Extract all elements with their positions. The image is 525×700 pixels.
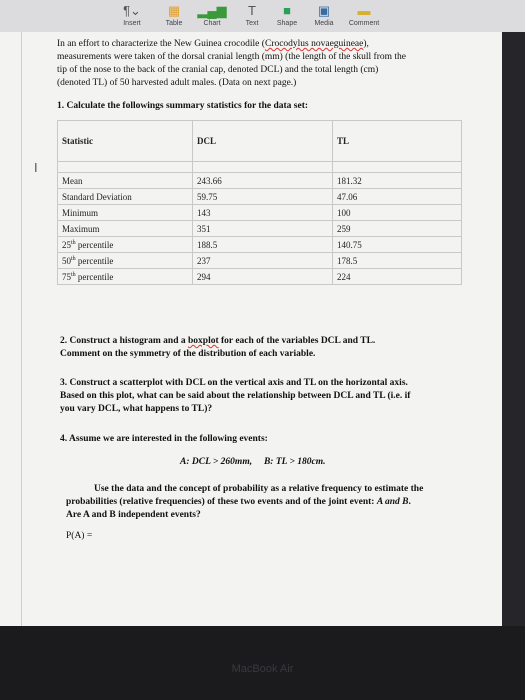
intro-paragraph <box>57 38 497 90</box>
question-3: 3. Construct a scatterplot with DCL on the vertical axis and TL on the horizontal axis. Based on this plot, what can be said about the relationship between DCL and TL (i.e. if you vary DCL, what happens to TL)? <box>60 378 411 414</box>
row-label: Standard Deviation <box>58 189 193 205</box>
table-row <box>58 221 462 237</box>
intro-line-4: (denoted TL) of 50 harvested adult males. (Data on next page.) <box>57 78 297 88</box>
species-name: Crocodylus novaeguineae <box>264 39 364 49</box>
question-1: 1. Calculate the followings summary statistics for the data set: <box>57 101 309 111</box>
tl-value: 47.06 <box>333 189 462 205</box>
question-4: 4. Assume we are interested in the following events: <box>60 434 268 444</box>
toolbar-table-label: Table <box>165 20 183 27</box>
toolbar-text-label: Text <box>245 20 259 27</box>
dcl-value: 351 <box>193 221 333 237</box>
toolbar-insert-label: Insert <box>123 20 141 27</box>
intro-line-2: measurements were taken of the dorsal cranial length (mm) (the length of the skull from the <box>57 52 407 62</box>
tl-value: 178.5 <box>333 253 462 269</box>
toolbar-shape[interactable] <box>267 2 307 27</box>
table-row <box>58 269 462 285</box>
row-label: 75th percentile <box>58 269 193 285</box>
media-icon: ▣ <box>317 3 331 18</box>
toolbar-media[interactable] <box>304 2 344 27</box>
row-label: 50th percentile <box>58 253 193 269</box>
table-row <box>58 237 462 253</box>
toolbar-table[interactable] <box>154 2 194 27</box>
question-2: 2. Construct a histogram and a boxplot for each of the variables DCL and TL. Comment on the symmetry of the distribution of each variable. <box>60 336 376 359</box>
row-label: Mean <box>58 173 193 189</box>
table-spacer-row <box>58 162 462 173</box>
pa-answer-line[interactable]: P(A) = <box>66 531 93 541</box>
toolbar-text[interactable] <box>232 2 272 27</box>
header-statistic: Statistic <box>58 121 193 162</box>
header-tl: TL <box>333 121 462 162</box>
table-row <box>58 205 462 221</box>
toolbar <box>0 0 525 32</box>
text-icon: T <box>248 3 256 18</box>
table-icon: ▦ <box>167 3 181 18</box>
tl-value: 181.32 <box>333 173 462 189</box>
tl-value: 140.75 <box>333 237 462 253</box>
dcl-value: 188.5 <box>193 237 333 253</box>
toolbar-comment[interactable] <box>344 2 384 27</box>
paragraph-icon: ¶⌄ <box>123 3 141 18</box>
tl-value: 259 <box>333 221 462 237</box>
tl-value: 100 <box>333 205 462 221</box>
row-label: Maximum <box>58 221 193 237</box>
dcl-value: 294 <box>193 269 333 285</box>
row-label: Minimum <box>58 205 193 221</box>
row-label: 25th percentile <box>58 237 193 253</box>
toolbar-shape-label: Shape <box>276 20 298 27</box>
dcl-value: 59.75 <box>193 189 333 205</box>
table-row <box>58 253 462 269</box>
page-margin-line <box>21 32 22 626</box>
table-row <box>58 173 462 189</box>
table-row <box>58 189 462 205</box>
dcl-value: 243.66 <box>193 173 333 189</box>
events-line: A: DCL > 260mm, B: TL > 180cm. <box>180 457 326 467</box>
comment-icon: ▬ <box>357 3 371 18</box>
toolbar-chart[interactable] <box>192 2 232 27</box>
device-brand: MacBook Air <box>231 663 294 675</box>
tl-value: 224 <box>333 269 462 285</box>
dcl-value: 143 <box>193 205 333 221</box>
chart-icon: ▂▄▆ <box>197 3 227 18</box>
shape-icon: ■ <box>283 3 291 18</box>
dcl-value: 237 <box>193 253 333 269</box>
intro-line-1: In an effort to characterize the New Guinea crocodile (Crocodylus novaeguineae), <box>57 39 369 49</box>
toolbar-insert[interactable] <box>112 2 152 27</box>
text-cursor-icon: I <box>34 160 38 175</box>
toolbar-media-label: Media <box>314 20 334 27</box>
summary-stats-table <box>57 120 462 285</box>
intro-line-3: tip of the nose to the back of the cranial cap, denoted DCL) and the total length (cm) <box>57 65 379 75</box>
toolbar-comment-label: Comment <box>348 20 380 27</box>
instructions-paragraph: Use the data and the concept of probability as a relative frequency to estimate the probabilities (relative frequencies) of these two events and of the joint event: A and B. Are A and B independent events? <box>66 484 424 520</box>
header-dcl: DCL <box>193 121 333 162</box>
table-header-row <box>58 121 462 162</box>
toolbar-chart-label: Chart <box>203 20 221 27</box>
